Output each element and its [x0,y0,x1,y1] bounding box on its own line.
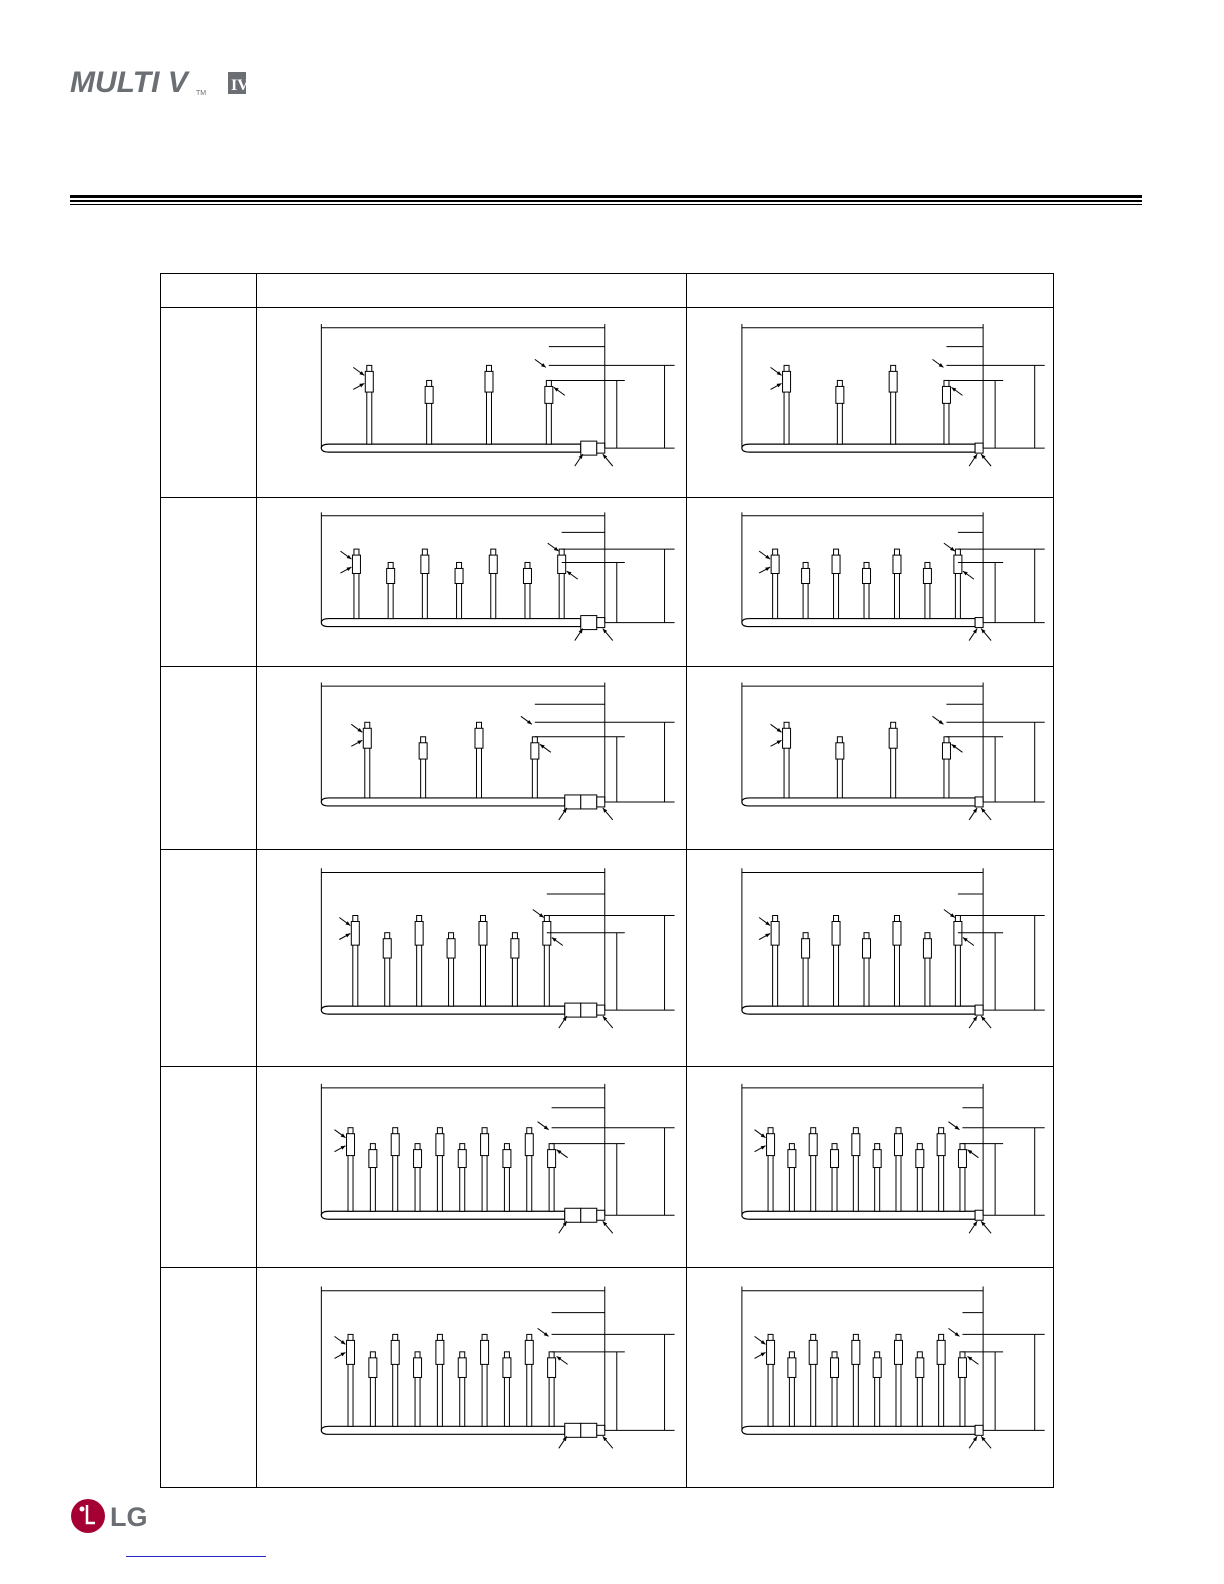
pipe-header-diagram [687,499,1053,666]
pipe-header-diagram [257,1269,686,1487]
arrowhead [540,744,545,748]
arrowhead [761,1133,766,1137]
arrowhead [557,1149,562,1153]
reducer-coupler [565,1208,581,1222]
branch-fitting [387,568,395,583]
branch-fitting [893,921,901,945]
arrowhead [951,387,956,391]
branch-fitting [802,938,810,957]
branch-fitting [369,1357,377,1377]
branch-fitting [771,555,779,573]
branch-fitting [436,1340,444,1364]
branch-fitting [545,386,553,403]
arrowhead [539,913,544,917]
diagram-cell [257,1268,687,1488]
diagram-cell [687,1268,1054,1488]
arrowhead [950,913,955,917]
branch-fitting [809,1133,817,1155]
arrowhead [567,571,572,575]
row-label [161,850,257,1067]
branch-fitting [347,1133,355,1155]
branch-fitting [832,921,840,945]
branch-fitting [523,568,531,583]
table-row [161,1268,1054,1488]
pipe-header-diagram [257,851,686,1066]
arrowhead [777,728,782,732]
branch-fitting [415,921,423,945]
branch-fitting [923,938,931,957]
table-header-cell [257,274,687,308]
table-row [161,850,1054,1067]
branch-fitting [831,1149,839,1167]
reducer-coupler [597,1210,605,1220]
branch-fitting [475,728,483,748]
arrowhead [955,1332,960,1336]
arrowhead [554,387,559,391]
reducer-coupler [597,617,605,627]
branch-fitting [893,555,901,573]
reducer-coupler [597,443,605,453]
branch-fitting [485,371,493,392]
branch-fitting [383,938,391,957]
branch-fitting [889,371,897,392]
header-pipe [742,1426,975,1434]
branch-fitting [783,728,791,748]
header-pipe [321,444,580,452]
branch-fitting [479,921,487,945]
branch-fitting [873,1357,881,1377]
diagram-cell [687,498,1054,667]
branch-fitting [419,742,427,758]
branch-fitting [425,386,433,403]
pipe-header-diagram [257,1068,686,1267]
branch-fitting [873,1149,881,1167]
arrowhead [345,921,350,925]
reducer-coupler [581,615,597,629]
branch-fitting [889,728,897,748]
branch-fitting [525,1340,533,1364]
row-label [161,667,257,850]
branch-fitting [447,938,455,957]
branch-fitting [391,1340,399,1364]
arrowhead [973,1016,977,1021]
header-rule [70,195,1142,198]
branch-fitting [481,1340,489,1364]
multi-v-logo [70,62,250,102]
header-pipe [321,618,580,626]
branch-fitting [832,555,840,573]
branch-fitting [802,568,810,583]
branch-fitting [809,1340,817,1364]
diagram-cell [257,667,687,850]
branch-fitting [942,742,950,758]
branch-fitting [954,921,962,945]
header-pipe [742,444,975,452]
branch-fitting [458,1357,466,1377]
branch-fitting [347,1340,355,1364]
branch-fitting [937,1340,945,1364]
arrowhead [939,363,944,367]
pipe-header-diagram [687,1269,1053,1487]
table-row [161,667,1054,850]
version-badge-text: IV [231,77,249,94]
branch-fitting [954,555,962,573]
table-header-cell [687,274,1054,308]
arrowhead [552,937,557,941]
row-label [161,1268,257,1488]
diagram-cell [257,1067,687,1268]
arrowhead [557,1356,562,1360]
arrowhead [973,1436,977,1441]
diagram-cell [687,1067,1054,1268]
reducer-coupler [975,1425,983,1435]
branch-fitting [916,1149,924,1167]
arrowhead [973,807,977,812]
reducer-coupler [597,1005,605,1015]
arrowhead [341,1133,346,1137]
arrowhead [359,371,364,375]
table-row [161,498,1054,667]
reducer-coupler [581,1423,597,1437]
lg-logo [70,1496,160,1536]
branch-fitting [489,555,497,573]
branch-fitting [414,1357,422,1377]
header-pipe [742,797,975,805]
branch-fitting [352,555,360,573]
row-label [161,498,257,667]
arrowhead [765,921,770,925]
branch-fitting [894,1340,902,1364]
arrowhead [777,371,782,375]
table-row [161,1067,1054,1268]
reducer-coupler [581,1003,597,1017]
branch-fitting [548,1357,556,1377]
lg-logo-text: LG [110,1502,148,1532]
table-row [161,308,1054,498]
diagram-cell [257,308,687,498]
footer-link[interactable] [126,1556,266,1557]
reducer-coupler [975,1005,983,1015]
branch-fitting [421,555,429,573]
branch-fitting [783,371,791,392]
arrowhead [765,554,770,558]
branch-fitting [767,1133,775,1155]
branch-fitting [503,1357,511,1377]
arrowhead [973,628,977,633]
arrowhead [973,454,977,459]
branch-fitting [831,1357,839,1377]
arrowhead [541,363,546,367]
branch-fitting [863,938,871,957]
reducer-coupler [581,1208,597,1222]
branch-fitting [836,386,844,403]
branch-fitting [503,1149,511,1167]
branch-fitting [436,1133,444,1155]
branch-fitting [481,1133,489,1155]
table-header-row [161,274,1054,308]
header-rule [70,204,1142,205]
arrowhead [963,571,968,575]
arrowhead [341,1340,346,1344]
branch-fitting [369,1149,377,1167]
branch-fitting [958,1149,966,1167]
branch-fitting [894,1133,902,1155]
branch-fitting [958,1357,966,1377]
branch-fitting [414,1149,422,1167]
reducer-coupler [975,617,983,627]
branch-fitting [836,742,844,758]
header-pipe [742,1006,975,1014]
branch-fitting [863,568,871,583]
reducer-coupler [565,794,581,808]
reducer-coupler [975,796,983,806]
reducer-coupler [975,443,983,453]
branch-fitting [788,1149,796,1167]
trademark-mark: TM [196,90,207,97]
branch-fitting [531,742,539,758]
arrowhead [967,1356,972,1360]
branch-fitting [923,568,931,583]
header-pipe [742,618,975,626]
branch-fitting [511,938,519,957]
header-pipe [321,1426,564,1434]
reducer-coupler [581,794,597,808]
arrowhead [357,728,362,732]
diagram-cell [257,850,687,1067]
pipe-header-diagram [257,499,686,666]
arrowhead [955,1125,960,1129]
branch-fitting [525,1133,533,1155]
pipe-header-diagram [687,309,1053,497]
header-pipe [742,1211,975,1219]
branch-fitting [365,371,373,392]
table-header-cell [161,274,257,308]
branch-fitting [455,568,463,583]
header-pipe [321,1006,564,1014]
arrowhead [554,546,559,550]
pipe-header-diagram [257,668,686,849]
reducer-coupler [581,441,597,455]
arrowhead [347,554,352,558]
branch-fitting [852,1133,860,1155]
header-rule [70,200,1142,202]
header-pipe [321,797,564,805]
header-diagram-table [160,273,1054,1488]
diagram-cell [257,498,687,667]
branch-fitting [937,1133,945,1155]
branch-fitting [771,921,779,945]
diagram-cell [687,850,1054,1067]
arrowhead [527,720,532,724]
branch-fitting [458,1149,466,1167]
row-label [161,1067,257,1268]
branch-fitting [767,1340,775,1364]
arrowhead [950,546,955,550]
arrowhead [544,1125,549,1129]
row-label [161,308,257,498]
pipe-header-diagram [687,1068,1053,1267]
multi-v-logo-text: MULTI V [70,66,188,99]
pipe-header-diagram [687,851,1053,1066]
arrowhead [963,937,968,941]
reducer-coupler [597,796,605,806]
arrowhead [544,1332,549,1336]
branch-fitting [363,728,371,748]
pipe-header-diagram [687,668,1053,849]
branch-fitting [788,1357,796,1377]
branch-fitting [543,921,551,945]
arrowhead [973,1221,977,1226]
arrowhead [939,720,944,724]
branch-fitting [558,555,566,573]
arrowhead [951,744,956,748]
arrowhead [761,1340,766,1344]
diagram-cell [687,667,1054,850]
arrowhead [967,1149,972,1153]
diagram-cell [687,308,1054,498]
branch-fitting [351,921,359,945]
branch-fitting [852,1340,860,1364]
reducer-coupler [565,1003,581,1017]
reducer-coupler [565,1423,581,1437]
branch-fitting [548,1149,556,1167]
reducer-coupler [975,1210,983,1220]
branch-fitting [916,1357,924,1377]
pipe-header-diagram [257,309,686,497]
branch-fitting [942,386,950,403]
header-pipe [321,1211,564,1219]
reducer-coupler [597,1425,605,1435]
branch-fitting [391,1133,399,1155]
